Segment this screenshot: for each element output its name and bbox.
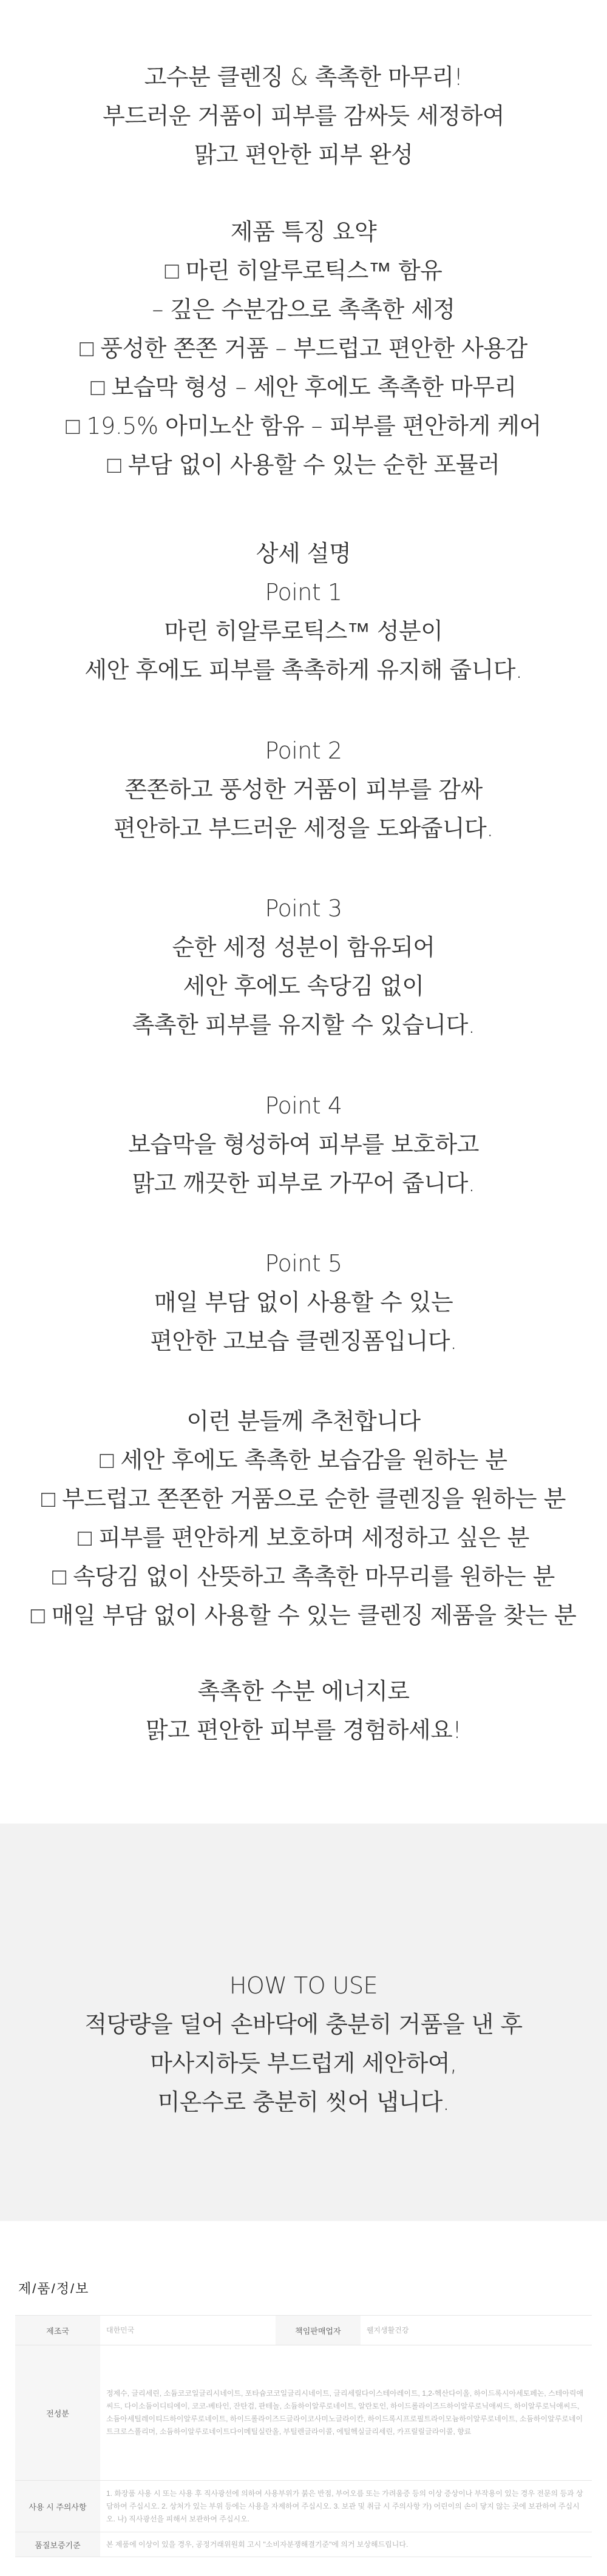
- how-to-use-section: [0, 1824, 607, 2221]
- intro-line: 맑고 편안한 피부 완성: [194, 141, 413, 168]
- recommend-item: □ 피부를 편안하게 보호하며 세정하고 싶은 분: [78, 1524, 529, 1551]
- caution-label: 사용 시 주의사항: [15, 2481, 100, 2532]
- guarantee-value: 본 제품에 이상이 있을 경우, 공정거래위원회 고시 "소비자분쟁해결기준"에 의거 보상해드립니다.: [100, 2532, 592, 2557]
- details-block: [0, 534, 607, 689]
- ingredients-label: 전성분: [15, 2345, 100, 2481]
- intro-block: [0, 58, 607, 174]
- recommend-item: □ 속당김 없이 산뜻하고 촉촉한 마무리를 원하는 분: [52, 1563, 555, 1590]
- seller-label: 책임판매업자: [276, 2316, 361, 2345]
- product-info-title: 제/품/정/보: [18, 2281, 90, 2296]
- point-label: Point 5: [265, 1250, 342, 1277]
- details-title: 상세 설명: [256, 540, 351, 567]
- point-4-block: [0, 1086, 607, 1203]
- point-line: 세안 후에도 피부를 촉촉하게 유지해 줍니다.: [84, 657, 523, 683]
- table-row: [15, 2316, 592, 2345]
- table-row: [15, 2532, 592, 2557]
- closing-line: 맑고 편안한 피부를 경험하세요!: [145, 1717, 462, 1743]
- point-line: 순한 세정 성분이 함유되어: [172, 934, 435, 961]
- seller-value: 웰지생활건강: [361, 2316, 592, 2345]
- feature-item: □ 19.5% 아미노산 함유 – 피부를 편안하게 케어: [66, 413, 541, 439]
- recommend-block: [0, 1402, 607, 1635]
- how-to-use-title: HOW TO USE: [229, 1972, 378, 1999]
- table-row: [15, 2345, 592, 2481]
- point-line: 보습막을 형성하여 피부를 보호하고: [128, 1131, 479, 1158]
- feature-item: □ 마린 히알루로틱스™ 함유: [164, 257, 443, 284]
- point-line: 편안한 고보습 클렌징폼입니다.: [150, 1328, 457, 1354]
- point-label: Point 4: [265, 1092, 342, 1119]
- point-label: Point 2: [265, 737, 342, 764]
- how-to-use-block: [0, 1966, 607, 2121]
- features-title: 제품 특징 요약: [230, 218, 377, 245]
- features-block: [0, 212, 607, 484]
- product-info-section: [0, 2221, 607, 2576]
- intro-line: 고수분 클렌징 & 촉촉한 마무리!: [144, 64, 463, 90]
- feature-item: □ 보습막 형성 – 세안 후에도 촉촉한 마무리: [90, 374, 517, 401]
- point-3-block: [0, 889, 607, 1044]
- how-to-use-line: 적당량을 덜어 손바닥에 충분히 거품을 낸 후: [84, 2011, 523, 2038]
- point-5-block: [0, 1244, 607, 1361]
- caution-value: 1. 화장품 사용 시 또는 사용 후 직사광선에 의하여 사용부위가 붉은 반점, 부어오름 또는 가려움증 등의 이상 증상이나 부작용이 있는 경우 전문의 등과 상담하여 주십시오. 2. 상처가 있는 부위 등에는 사용을 자제하여 주십시오. 3. 보관 및 취급 시 주의사항 가) 어린이의 손이 닿지 않는 곳에 보관하여 주십시오. 나) 직사광선을 피해서 보관하여 주십시오.: [100, 2481, 592, 2532]
- ingredients-value: 정제수, 글리세린, 소듐코코일글리시네이트, 포타슘코코일글리시네이트, 글리세릴다이스테아레이트, 1,2-헥산다이올, 하이드록시아세토페논, 스테아릭애씨드, 다이소듐이디티에이, 코코-베타인, 잔탄검, 판테놀, 소듐하이알루로네이트, 알란토인, 하이드롤라이즈드하이알루로닉애씨드, 하이알루로닉애씨드, 소듐아세틸레이티드하이알루로네이트, 하이드롤라이즈드글라이코사미노글라이칸, 하이드록시프로필트라이모늄하이알루로네이트, 소듐하이알루로네이트크로스폴리머, 소듐하이알루로네이트다이메틸실란올, 부틸렌글라이콜, 에틸헥실글리세린, 카프릴릴글라이콜, 향료: [100, 2345, 592, 2481]
- how-to-use-line: 마사지하듯 부드럽게 세안하여,: [150, 2050, 457, 2077]
- point-line: 세안 후에도 속당김 없이: [183, 973, 424, 999]
- closing-line: 촉촉한 수분 에너지로: [197, 1678, 410, 1705]
- point-line: 마린 히알루로틱스™ 성분이: [164, 618, 443, 644]
- recommend-item: □ 매일 부담 없이 사용할 수 있는 클렌징 제품을 찾는 분: [30, 1602, 577, 1629]
- point-line: 맑고 깨끗한 피부로 가꾸어 줍니다.: [132, 1170, 475, 1197]
- feature-item: – 깊은 수분감으로 촉촉한 세정: [152, 296, 455, 323]
- point-line: 매일 부담 없이 사용할 수 있는: [154, 1289, 453, 1316]
- point-label: Point 3: [265, 895, 342, 922]
- country-label: 제조국: [15, 2316, 100, 2345]
- point-line: 쫀쫀하고 풍성한 거품이 피부를 감싸: [124, 776, 483, 803]
- point-line: 편안하고 부드러운 세정을 도와줍니다.: [114, 815, 493, 842]
- feature-item: □ 부담 없이 사용할 수 있는 순한 포뮬러: [107, 451, 500, 478]
- product-info-table: [15, 2315, 592, 2557]
- recommend-item: □ 세안 후에도 촉촉한 보습감을 원하는 분: [100, 1447, 507, 1473]
- table-row: [15, 2481, 592, 2532]
- guarantee-label: 품질보증기준: [15, 2532, 100, 2557]
- recommend-title: 이런 분들께 추천합니다: [186, 1408, 421, 1435]
- recommend-item: □ 부드럽고 쫀쫀한 거품으로 순한 클렌징을 원하는 분: [41, 1486, 566, 1512]
- point-2-block: [0, 731, 607, 848]
- closing-block: [0, 1672, 607, 1749]
- point-label: Point 1: [265, 579, 342, 606]
- point-line: 촉촉한 피부를 유지할 수 있습니다.: [132, 1012, 475, 1038]
- country-value: 대한민국: [100, 2316, 276, 2345]
- intro-line: 부드러운 거품이 피부를 감싸듯 세정하여: [103, 103, 504, 129]
- how-to-use-line: 미온수로 충분히 씻어 냅니다.: [157, 2089, 450, 2115]
- feature-item: □ 풍성한 쫀쫀 거품 – 부드럽고 편안한 사용감: [80, 335, 527, 362]
